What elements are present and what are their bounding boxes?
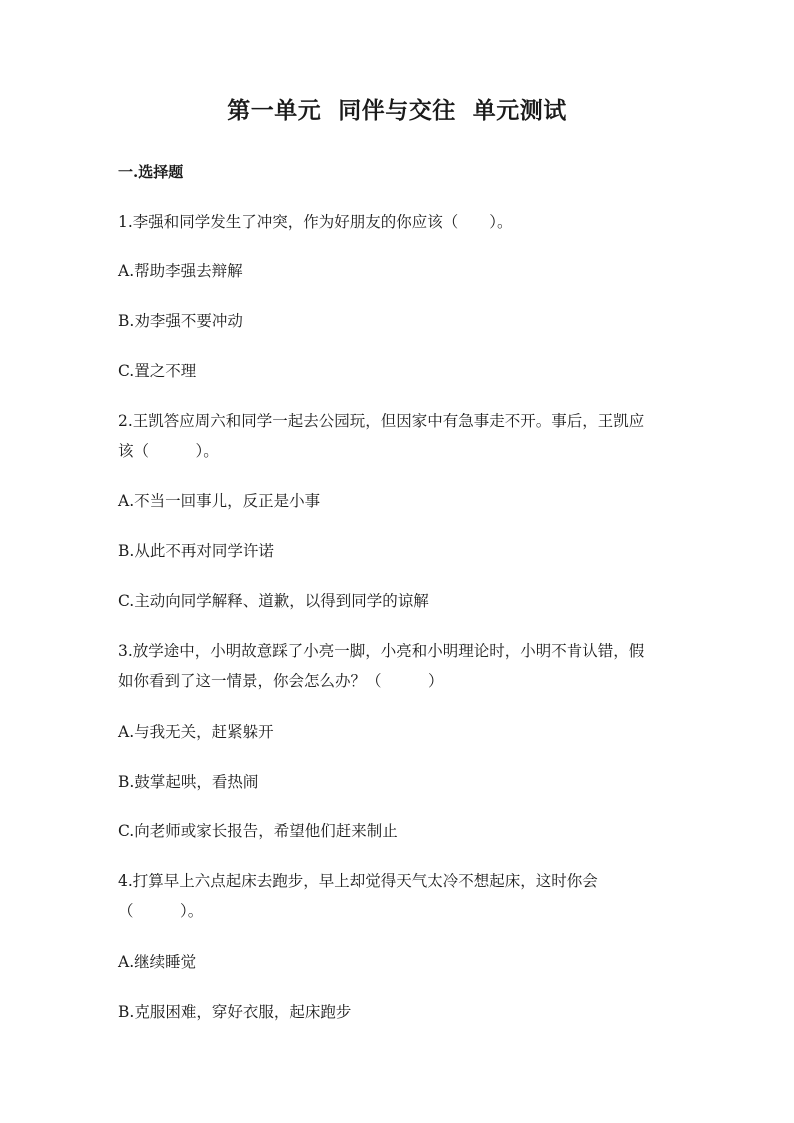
question-2-option-b: B.从此不再对同学许诺 [118, 542, 274, 560]
document-title: 第一单元 同伴与交往 单元测试 [227, 97, 567, 124]
question-1-option-c: C.置之不理 [118, 362, 197, 380]
question-4-option-a: A.继续睡觉 [118, 953, 197, 971]
question-2-option-c: C.主动向同学解释、道歉，以得到同学的谅解 [118, 592, 429, 610]
question-1-option-b: B.劝李强不要冲动 [118, 312, 243, 330]
question-2-option-a: A.不当一回事儿，反正是小事 [118, 492, 321, 510]
question-3-option-b: B.鼓掌起哄，看热闹 [118, 773, 259, 791]
question-3-stem-line-2: 如你看到了这一情景，你会怎么办？（ ） [118, 672, 444, 690]
question-3-option-a: A.与我无关，赶紧躲开 [118, 723, 274, 741]
question-1-option-a: A.帮助李强去辩解 [118, 262, 243, 280]
question-2-stem-line-2: 该（ ）。 [118, 442, 219, 460]
question-4-option-b: B.克服困难，穿好衣服，起床跑步 [118, 1003, 352, 1021]
question-3-option-c: C.向老师或家长报告，希望他们赶来制止 [118, 822, 398, 840]
question-2-stem-line-1: 2.王凯答应周六和同学一起去公园玩，但因家中有急事走不开。事后，王凯应 [118, 412, 645, 430]
question-4-stem-line-2: （ ）。 [118, 902, 204, 920]
question-4-stem-line-1: 4.打算早上六点起床去跑步，早上却觉得天气太冷不想起床，这时你会 [118, 872, 598, 890]
question-1-stem: 1.李强和同学发生了冲突，作为好朋友的你应该（ ）。 [118, 213, 513, 231]
section-heading: 一.选择题 [118, 163, 184, 181]
question-3-stem-line-1: 3.放学途中，小明故意踩了小亮一脚，小亮和小明理论时，小明不肯认错，假 [118, 642, 645, 660]
